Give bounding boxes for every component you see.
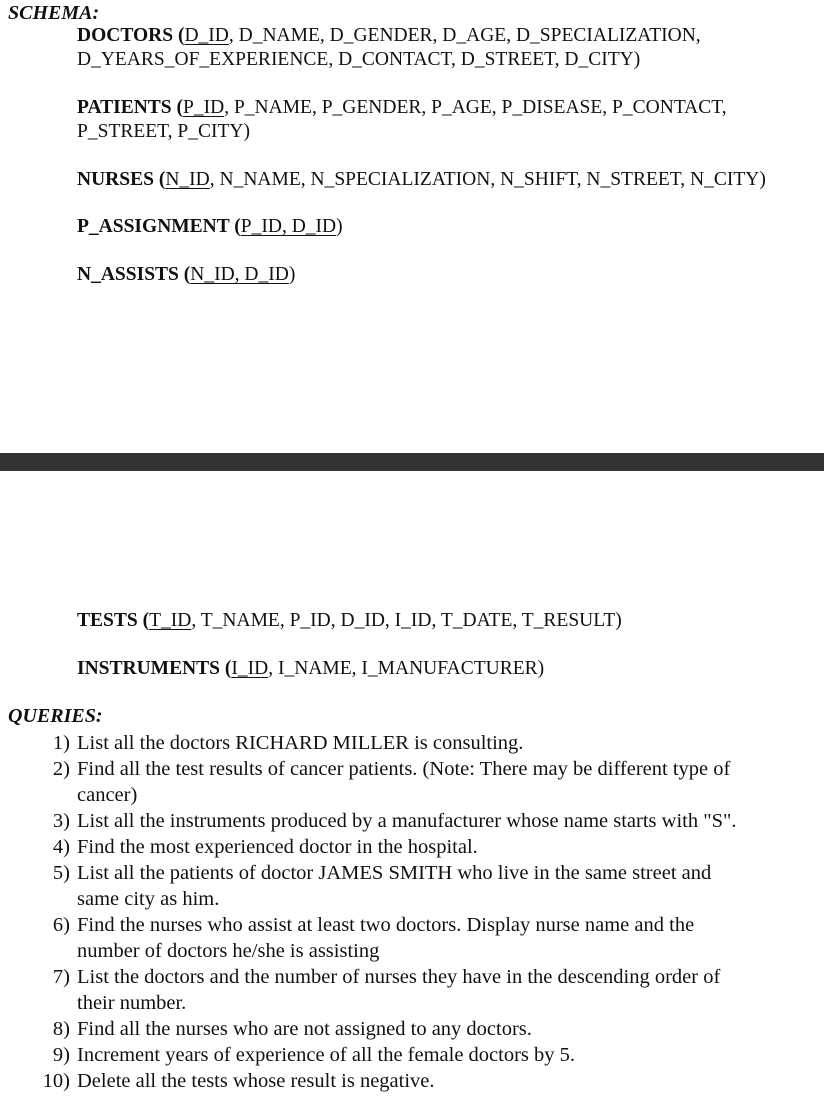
table-instruments: INSTRUMENTS (I_ID, I_NAME, I_MANUFACTURER) bbox=[77, 658, 545, 679]
tests-attributes: , T_NAME, P_ID, D_ID, I_ID, T_DATE, T_RESULT) bbox=[191, 610, 622, 631]
query-text: Find all the test results of cancer patients. (Note: There may be different type of bbox=[77, 758, 731, 780]
table-doctors bbox=[77, 24, 701, 72]
query-item bbox=[40, 756, 815, 808]
query-item bbox=[40, 964, 815, 1016]
nurses-attributes: , N_NAME, N_SPECIALIZATION, N_SHIFT, N_STREET, N_CITY) bbox=[209, 169, 766, 190]
primary-key: P_ID bbox=[183, 97, 225, 118]
doctors-line-2: D_YEARS_OF_EXPERIENCE, D_CONTACT, D_STREET, D_CITY) bbox=[77, 49, 641, 70]
query-text-cont: cancer) bbox=[77, 784, 138, 806]
primary-key: I_ID bbox=[231, 658, 269, 679]
query-text: List all the doctors RICHARD MILLER is consulting. bbox=[77, 732, 524, 754]
doctors-line-1: DOCTORS (D_ID, D_NAME, D_GENDER, D_AGE, D_SPECIALIZATION, bbox=[77, 25, 701, 46]
query-text: List all the instruments produced by a manufacturer whose name starts with "S". bbox=[77, 810, 737, 832]
patients-line-2: P_STREET, P_CITY) bbox=[77, 121, 250, 142]
query-number: 7) bbox=[52, 966, 70, 988]
table-name: TESTS bbox=[77, 610, 138, 631]
primary-key: D_ID bbox=[184, 25, 229, 46]
query-text: Increment years of experience of all the female doctors by 5. bbox=[77, 1044, 576, 1066]
query-text-cont: number of doctors he/she is assisting bbox=[77, 940, 380, 962]
query-item bbox=[40, 834, 815, 860]
query-item bbox=[40, 730, 815, 756]
query-text: Find the most experienced doctor in the hospital. bbox=[77, 836, 478, 858]
doctors-attributes: , D_NAME, D_GENDER, D_AGE, D_SPECIALIZATION, bbox=[228, 25, 701, 46]
patients-line-1: PATIENTS (P_ID, P_NAME, P_GENDER, P_AGE, P_DISEASE, P_CONTACT, bbox=[77, 97, 727, 118]
table-patients bbox=[77, 96, 727, 144]
primary-key: P_ID, D_ID bbox=[240, 216, 337, 237]
query-number: 4) bbox=[52, 836, 70, 858]
query-item bbox=[40, 808, 815, 834]
query-number: 5) bbox=[52, 862, 70, 884]
query-text-cont: their number. bbox=[77, 992, 187, 1014]
query-text-cont: same city as him. bbox=[77, 888, 220, 910]
table-tests: TESTS (T_ID, T_NAME, P_ID, D_ID, I_ID, T_DATE, T_RESULT) bbox=[77, 610, 622, 631]
table-name: NURSES bbox=[77, 169, 154, 190]
patients-attributes: , P_NAME, P_GENDER, P_AGE, P_DISEASE, P_CONTACT, bbox=[224, 97, 727, 118]
n-assists-close: ) bbox=[288, 264, 296, 285]
table-name: N_ASSISTS bbox=[77, 264, 179, 285]
table-name: INSTRUMENTS bbox=[77, 658, 221, 679]
query-number: 6) bbox=[52, 914, 70, 936]
query-text: Delete all the tests whose result is negative. bbox=[77, 1070, 435, 1092]
table-p-assignment: P_ASSIGNMENT (P_ID, D_ID) bbox=[77, 216, 343, 237]
query-number: 3) bbox=[52, 810, 70, 832]
query-text: Find all the nurses who are not assigned to any doctors. bbox=[77, 1018, 532, 1040]
query-item bbox=[40, 1068, 815, 1094]
table-n-assists: N_ASSISTS (N_ID, D_ID) bbox=[77, 264, 296, 285]
queries-list bbox=[40, 730, 815, 1094]
query-number: 10) bbox=[42, 1070, 70, 1092]
table-nurses: NURSES (N_ID, N_NAME, N_SPECIALIZATION, N_SHIFT, N_STREET, N_CITY) bbox=[77, 169, 766, 190]
table-name: PATIENTS bbox=[77, 97, 172, 118]
table-name: P_ASSIGNMENT bbox=[77, 216, 230, 237]
query-number: 8) bbox=[52, 1018, 70, 1040]
schema-heading: SCHEMA: bbox=[8, 2, 100, 24]
query-number: 9) bbox=[52, 1044, 70, 1066]
query-item bbox=[40, 1016, 815, 1042]
queries-heading: QUERIES: bbox=[8, 705, 103, 727]
instruments-attributes: , I_NAME, I_MANUFACTURER) bbox=[268, 658, 545, 679]
primary-key: T_ID bbox=[149, 610, 192, 631]
table-name: DOCTORS bbox=[77, 25, 174, 46]
query-item bbox=[40, 860, 815, 912]
query-text: Find the nurses who assist at least two doctors. Display nurse name and the bbox=[77, 914, 695, 936]
page-divider bbox=[0, 453, 824, 471]
query-item bbox=[40, 912, 815, 964]
query-number: 1) bbox=[52, 732, 70, 754]
primary-key: N_ID bbox=[165, 169, 210, 190]
query-number: 2) bbox=[52, 758, 70, 780]
query-text: List the doctors and the number of nurses they have in the descending order of bbox=[77, 966, 721, 988]
query-text: List all the patients of doctor JAMES SMITH who live in the same street and bbox=[77, 862, 712, 884]
query-item bbox=[40, 1042, 815, 1068]
primary-key: N_ID, D_ID bbox=[190, 264, 289, 285]
p-assignment-close: ) bbox=[336, 216, 343, 237]
